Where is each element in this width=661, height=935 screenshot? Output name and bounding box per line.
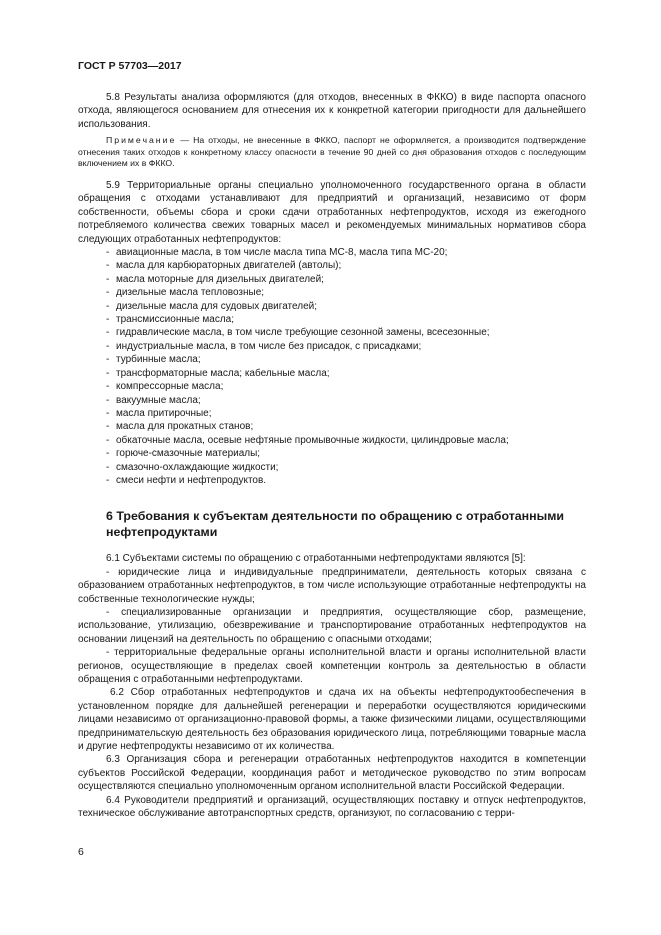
subject-item-text: территориальные федеральные органы исполнительной власти и органы исполнительной власти регионов, осуществляющие в пределах своей компетенции контроль за деятельностью в области обращения с отработанными нефтепродуктами. [78,647,587,685]
standard-header: ГОСТ Р 57703—2017 [78,60,182,72]
page-number: 6 [78,846,84,858]
dash-marker: - [106,647,115,659]
paragraph-5-9: 5.9 Территориальные органы специально уполномоченного государственного органа в области обращения с отходами устанавливают для предприятий и организаций, независимо от форм собственности, объемы сбора и сроки сдачи отработанных нефтепродуктов, исходя из ежегодного потребляемого количества свежих товарных масел и рекомендуемых минимальных нормативов сбора следующих отработанных нефтепродуктов: [78,180,586,245]
list-item: - масла для карбюраторных двигателей (автолы); [106,259,586,272]
subject-item [78,646,586,686]
list-item: - трансформаторные масла; кабельные масла; [106,367,586,380]
note-text: — На отходы, не внесенные в ФККО, паспорт не оформляется, а производится подтверждение отнесения таких отходов к конкретному классу опасности в течение 90 дней со дня образования отходов с последующим включением их в ФККО. [78,135,586,169]
list-item: - компрессорные масла; [106,380,586,393]
list-item: - трансмиссионные масла; [106,313,586,326]
dash-marker: - [106,566,119,578]
list-item: - смазочно-охлаждающие жидкости; [106,461,586,474]
list-item: - гидравлические масла, в том числе требующие сезонной замены, всесезонные; [106,326,586,339]
subject-item-text: юридические лица и индивидуальные предприниматели, деятельность которых связана с образованием отработанных нефтепродуктов, в том числе использующие отработанные нефтепродукты на собственные технологические нужды; [78,566,587,605]
list-item: - масла притирочные; [106,407,586,420]
note-label: Примечание [106,135,177,146]
list-item: - горюче-смазочные материалы; [106,447,586,460]
list-item: - вакуумные масла; [106,394,586,407]
list-item: - обкаточные масла, осевые нефтяные промывочные жидкости, цилиндровые масла; [106,434,586,447]
subject-item [78,606,586,646]
paragraph-5-8: 5.8 Результаты анализа оформляются (для отходов, внесенных в ФККО) в виде паспорта опасного отхода, являющегося основанием для отнесения их к конкретной категории пригодности для дальнейшего использования. [78,92,586,130]
dash-marker: - [106,606,122,618]
note [78,135,586,170]
list-item: - масла моторные для дизельных двигателей; [106,273,586,286]
oil-types-list [78,246,586,487]
list-item: - авиационные масла, в том числе масла типа МС-8, масла типа МС-20; [106,246,586,259]
paragraph-6-2: 6.2 Сбор отработанных нефтепродуктов и сдача их на объекты нефтепродуктообеспечения в установленном порядке для дальнейшей регенерации и переработки осуществляются юридическими лицами независимо от организационно-правовой формы, а также физическими лицами, осуществляющими предпринимательскую деятельность без образования юридического лица, потребляющими товарные масла и другие нефтепродукты независимо от их количества. [78,687,586,753]
subject-item [78,566,586,606]
list-item: - индустриальные масла, в том числе без присадок, с присадками; [106,340,586,353]
list-item: - дизельные масла тепловозные; [106,286,586,299]
subject-item-text: специализированные организации и предприятия, осуществляющие сбор, размещение, использование, утилизацию, обезвреживание и транспортирование отработанных нефтепродуктов на основании лицензий на деятельность по обращению с опасными отходами; [78,606,587,645]
paragraph-6-1: 6.1 Субъектами системы по обращению с отработанными нефтепродуктами являются [5]: [106,553,526,565]
list-item: - турбинные масла; [106,353,586,366]
paragraph-6-4: 6.4 Руководители предприятий и организаций, осуществляющих поставку и отпуск нефтепродуктов, техническое обслуживание автотранспортных средств, организуют, по согласованию с терри- [78,794,586,820]
list-item: - масла для прокатных станов; [106,420,586,433]
paragraph-6-3: 6.3 Организация сбора и регенерации отработанных нефтепродуктов находится в компетенции субъектов Российской Федерации, координация работ и методическое руководство по этим вопросам осуществляются специально уполномоченным органом исполнительной власти Российской Федерации. [78,754,586,793]
page-content [78,91,586,820]
list-item: - дизельные масла для судовых двигателей; [106,300,586,313]
subjects-list [78,566,586,687]
list-item: - смеси нефти и нефтепродуктов. [106,474,586,487]
section-6-heading: 6 Требования к субъектам деятельности по обращению с отработанными нефтепродуктами [106,509,564,539]
